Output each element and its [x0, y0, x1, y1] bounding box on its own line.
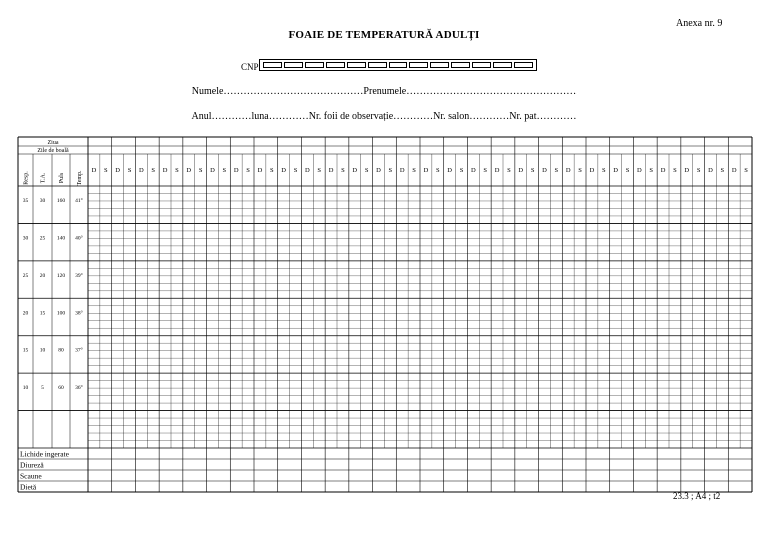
- morning-label: D: [731, 167, 737, 174]
- morning-label: D: [613, 167, 618, 174]
- evening-label: S: [673, 167, 677, 174]
- admission-details-line: Anul…………luna…………Nr. foii de observație…………Nr. salon…………Nr. pat…………: [191, 111, 577, 122]
- evening-label: S: [720, 167, 725, 174]
- morning-label: D: [352, 167, 358, 174]
- day-row-label: Ziua: [47, 140, 59, 146]
- evening-label: S: [151, 167, 156, 174]
- resp-value: 35: [22, 198, 29, 204]
- morning-label: D: [494, 167, 500, 174]
- temp-column-label: Temp.: [77, 170, 83, 186]
- evening-label: S: [412, 167, 416, 174]
- evening-label: S: [341, 167, 345, 174]
- evening-label: S: [222, 167, 227, 174]
- evening-label: S: [127, 167, 132, 174]
- ta-column-label: T.A.: [40, 172, 47, 184]
- cnp-label: CNP: [241, 62, 259, 72]
- footer-row-label: Scaune: [20, 471, 42, 481]
- puls-value: 140: [56, 235, 66, 242]
- evening-label: S: [601, 167, 606, 174]
- evening-label: S: [198, 167, 203, 174]
- ta-value: 15: [39, 310, 46, 317]
- footer-code: 23.3 ; A4 ; t2: [673, 491, 721, 501]
- form-title: FOAIE DE TEMPERATURĂ ADULȚI: [288, 29, 480, 41]
- puls-column-label: Puls: [59, 172, 65, 184]
- ta-value: 25: [39, 235, 46, 242]
- annex-number: Anexa nr. 9: [676, 18, 723, 29]
- evening-label: S: [175, 167, 179, 174]
- morning-label: D: [257, 167, 263, 174]
- morning-label: D: [162, 167, 168, 174]
- morning-label: D: [139, 167, 144, 174]
- morning-label: D: [210, 167, 215, 174]
- evening-label: S: [696, 167, 701, 174]
- ta-value: 10: [39, 347, 46, 354]
- morning-label: D: [708, 167, 713, 174]
- resp-value: 25: [22, 272, 29, 279]
- footer-row-label: Diureză: [20, 460, 44, 470]
- morning-label: D: [91, 167, 97, 174]
- evening-label: S: [530, 167, 535, 174]
- morning-label: D: [660, 167, 666, 174]
- footer-row-label: Lichide ingerate: [20, 449, 69, 459]
- evening-label: S: [388, 167, 393, 174]
- morning-label: D: [399, 167, 405, 174]
- evening-label: S: [103, 167, 108, 174]
- morning-label: D: [423, 167, 429, 174]
- morning-label: D: [589, 167, 595, 174]
- evening-label: S: [578, 167, 582, 174]
- resp-value: 10: [22, 385, 29, 392]
- temp-value: 40°: [75, 235, 83, 242]
- resp-value: 20: [22, 310, 29, 317]
- resp-column-label: Resp.: [23, 171, 30, 185]
- morning-label: D: [305, 167, 310, 174]
- evening-label: S: [317, 167, 322, 174]
- temp-value: 38°: [75, 310, 83, 317]
- puls-value: 80: [58, 347, 64, 354]
- puls-value: 160: [56, 198, 66, 204]
- evening-label: S: [744, 167, 748, 174]
- evening-label: S: [364, 167, 369, 174]
- patient-name-line: Numele……………………………………Prenumele……………………………………………: [191, 86, 577, 97]
- evening-label: S: [269, 167, 274, 174]
- morning-label: D: [328, 167, 334, 174]
- temp-value: 37°: [75, 347, 83, 354]
- morning-label: D: [447, 167, 452, 174]
- morning-label: D: [186, 167, 192, 174]
- morning-label: D: [684, 167, 690, 174]
- footer-row-label: Dietă: [20, 482, 37, 492]
- resp-value: 15: [22, 347, 29, 354]
- evening-label: S: [554, 167, 559, 174]
- resp-value: 30: [22, 235, 29, 242]
- puls-value: 120: [56, 272, 66, 279]
- puls-value: 100: [56, 310, 66, 317]
- temp-value: 41°: [75, 198, 83, 204]
- morning-label: D: [565, 167, 571, 174]
- morning-label: D: [637, 167, 642, 174]
- ta-value: 20: [39, 272, 46, 279]
- puls-value: 60: [58, 385, 64, 392]
- evening-label: S: [435, 167, 440, 174]
- evening-label: S: [293, 167, 298, 174]
- illness-days-row-label: Zile de boală: [37, 148, 69, 154]
- evening-label: S: [507, 167, 511, 174]
- evening-label: S: [459, 167, 464, 174]
- ta-value: 5: [41, 385, 44, 392]
- evening-label: S: [483, 167, 488, 174]
- temp-value: 36°: [75, 385, 83, 392]
- evening-label: S: [625, 167, 630, 174]
- evening-label: S: [649, 167, 654, 174]
- temp-value: 39°: [75, 272, 83, 279]
- morning-label: D: [281, 167, 286, 174]
- morning-label: D: [518, 167, 524, 174]
- morning-label: D: [471, 167, 476, 174]
- morning-label: D: [233, 167, 239, 174]
- morning-label: D: [115, 167, 120, 174]
- morning-label: D: [542, 167, 547, 174]
- evening-label: S: [246, 167, 250, 174]
- morning-label: D: [376, 167, 381, 174]
- ta-value: 30: [39, 198, 46, 204]
